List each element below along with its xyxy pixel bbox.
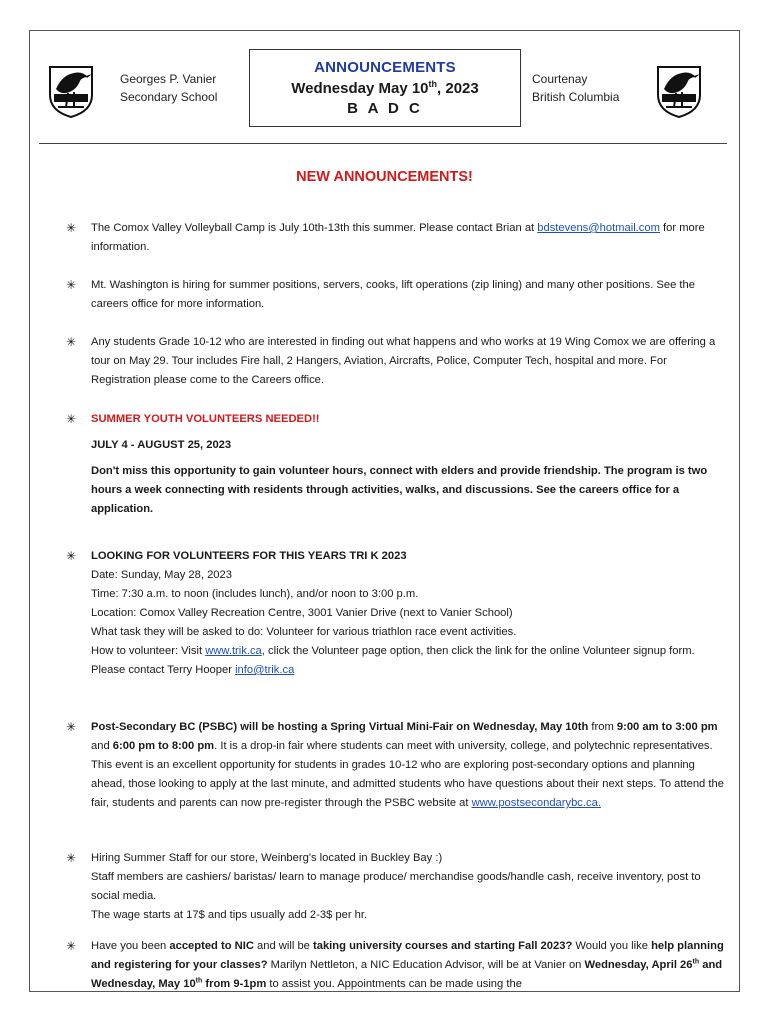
- psbc-website-link[interactable]: www.postsecondarybc.ca.: [471, 797, 601, 809]
- bullet-icon: ✳: [66, 278, 77, 292]
- announcement-text: Hiring Summer Staff for our store, Weinberg's located in Buckley Bay :) Staff members are cashiers/ baristas/ learn to manage produce/ merchandise goods/handle cash, receive inventory, post to social media. The wage starts at 17$ and tips usually add 2-3$ per hr.: [91, 852, 701, 921]
- day-code: B A D C: [347, 100, 423, 117]
- date-line: Wednesday May 10th, 2023: [291, 79, 479, 97]
- school-location: Courtenay British Columbia: [532, 72, 620, 104]
- announcement-text: Mt. Washington is hiring for summer positions, servers, cooks, lift operations (zip lining) and many other positions. See the careers office for more information.: [91, 279, 695, 310]
- email-link[interactable]: bdstevens@hotmail.com: [537, 222, 660, 234]
- announcement-text: Have you been accepted to NIC and will be taking university courses and starting Fall 2023? Would you like help planning and registering for your classes? Marilyn Nettleton, a NIC Education Advisor, will be at Vanier on Wednesday, April 26th and Wednesday, May 10th from 9-1pm to assist you. Appointments can be made using the: [91, 940, 724, 990]
- new-announcements-heading: NEW ANNOUNCEMENTS!: [296, 169, 473, 185]
- announcement-page: [29, 30, 740, 992]
- bullet-icon: ✳: [66, 939, 77, 953]
- announcement-text: LOOKING FOR VOLUNTEERS FOR THIS YEARS TRI K 2023 Date: Sunday, May 28, 2023 Time: 7:30 a.m. to noon (includes lunch), and/or noon to 3:00 p.m. Location: Comox Valley Recreation Centre, 3001 Vanier Drive (next to Vanier School) What task they will be asked to do: Volunteer for various triathlon race event activities. How to volunteer: Visit www.trik.ca, click the Volunteer page option, then click the link for the online Volunteer signup form. Please contact Terry Hooper info@trik.ca: [91, 547, 725, 680]
- bullet-icon: ✳: [66, 335, 77, 349]
- school-crest-logo-icon: [654, 61, 704, 119]
- trik-title: LOOKING FOR VOLUNTEERS FOR THIS YEARS TRI K 2023: [91, 550, 407, 562]
- page-title: ANNOUNCEMENTS: [314, 59, 456, 76]
- bullet-icon: ✳: [66, 412, 77, 426]
- trik-email-link[interactable]: info@trik.ca: [235, 664, 295, 676]
- school-crest-logo-icon: [46, 61, 96, 119]
- youth-dates: JULY 4 - AUGUST 25, 2023: [91, 439, 232, 451]
- title-box: [249, 49, 521, 127]
- trik-website-link[interactable]: www.trik.ca: [205, 645, 262, 657]
- announcement-text: Post-Secondary BC (PSBC) will be hosting a Spring Virtual Mini-Fair on Wednesday, May 10th from 9:00 am to 3:00 pm and 6:00 pm to 8:00 pm. It is a drop-in fair where students can meet with university, college, and polytechnic representatives. This event is an excellent opportunity for students in grades 10-12 who are exploring post-secondary options and planning ahead, those looking to apply at the last minute, and admitted students who have questions about their next steps. To attend the fair, students and parents can now pre-register through the PSBC website at www.postsecondarybc.ca.: [91, 721, 724, 809]
- youth-title: SUMMER YOUTH VOLUNTEERS NEEDED!!: [91, 413, 320, 425]
- school-name: Georges P. Vanier Secondary School: [120, 72, 218, 104]
- bullet-icon: ✳: [66, 549, 77, 563]
- bullet-icon: ✳: [66, 720, 77, 734]
- announcement-text: [91, 410, 725, 519]
- header-divider: [39, 143, 727, 144]
- youth-body: Don't miss this opportunity to gain volunteer hours, connect with elders and provide friendship. The program is two hours a week connecting with residents through activities, walks, and discussions. See the careers office for a application.: [91, 465, 708, 515]
- bullet-icon: ✳: [66, 221, 77, 235]
- bullet-icon: ✳: [66, 851, 77, 865]
- header: [30, 31, 739, 143]
- announcement-text: Any students Grade 10-12 who are interested in finding out what happens and who works at 19 Wing Comox we are offering a tour on May 29. Tour includes Fire hall, 2 Hangers, Aviation, Aircrafts, Police, Computer Tech, hospital and more. For Registration please come to the Careers office.: [91, 336, 716, 386]
- announcement-text: The Comox Valley Volleyball Camp is July 10th-13th this summer. Please contact Brian at bdstevens@hotmail.com for more information.: [91, 222, 705, 253]
